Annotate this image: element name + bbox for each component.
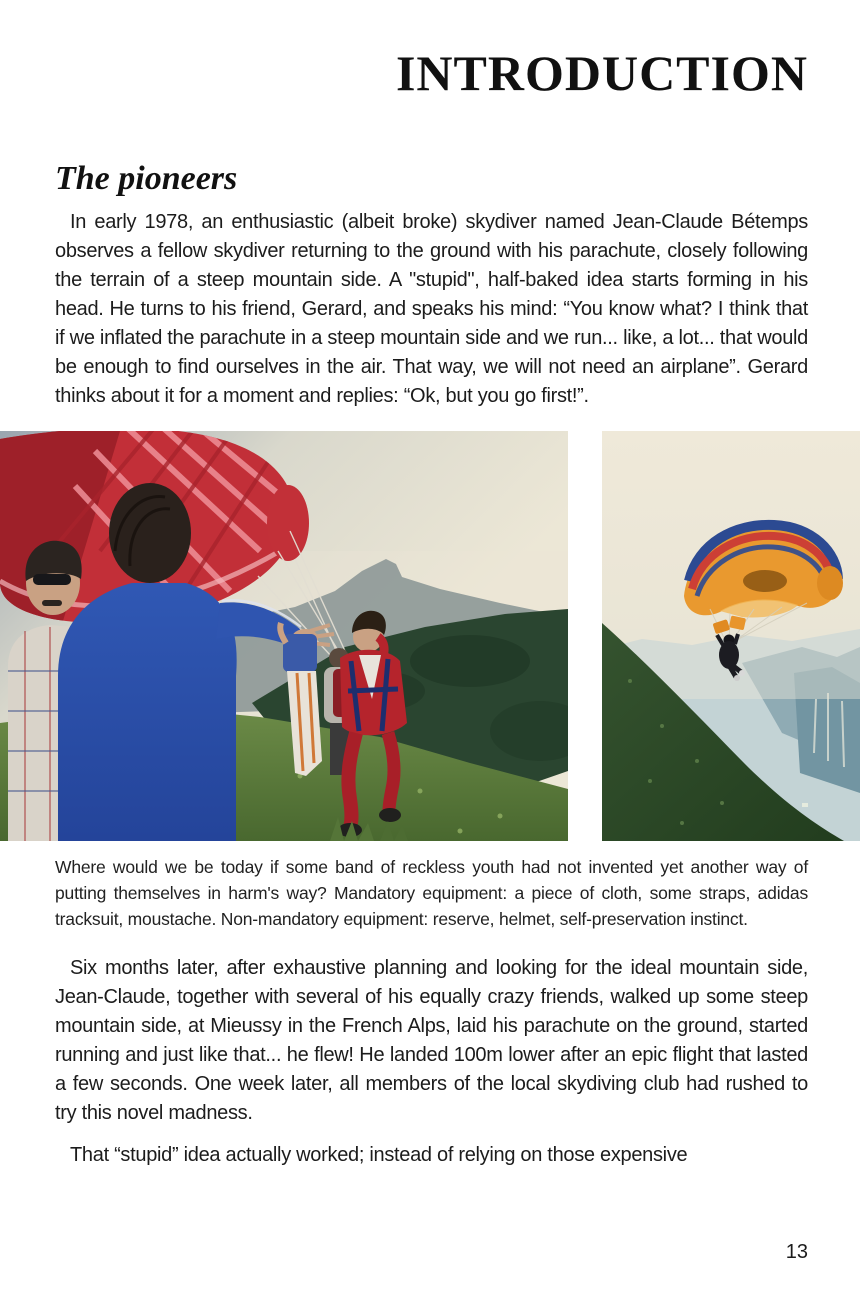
launch-photo — [0, 431, 568, 841]
intro-paragraph-3: That “stupid” idea actually worked; instead of relying on those expensive — [70, 1144, 688, 1166]
launch-photo-illustration — [0, 431, 568, 841]
photo-caption: Where would we be today if some band of reckless youth had not invented yet another way of putting themselves in harm's way? Mandatory equipment: a piece of cloth, some straps, adidas tracksuit, moustache. Non-mandatory equipment: reserve, helmet, self-preservation instinct. — [55, 857, 808, 929]
intro-paragraph-2: Six months later, after exhaustive planning and looking for the ideal mountain side, Jean-Claude, together with several of his equally crazy friends, walked up some steep mountain side, at Mieussy in the French Alps, laid his parachute on the ground, started running and just like that... he flew! He landed 100m lower after an epic flight that lasted a few seconds. One week later, all members of the local skydiving club had rushed to try this novel madness. — [55, 957, 808, 1124]
page-number: 13 — [785, 1241, 808, 1263]
intro-paragraph-1: In early 1978, an enthusiastic (albeit broke) skydiver named Jean-Claude Bétemps observes a fellow skydiver returning to the ground with his parachute, closely following the terrain of a steep mountain side. A "stupid", half-baked idea starts forming in his head. He turns to his friend, Gerard, and speaks his mind: “You know what? I think that if we inflated the parachute in a steep mountain side and we run... like, a lot... that would be enough to find ourselves in the air. That way, we will not need an airplane”. Gerard thinks about it for a moment and replies: “Ok, but you go first!”. — [55, 211, 808, 407]
flight-photo-illustration — [602, 431, 860, 841]
flight-photo — [602, 431, 860, 841]
section-heading: The pioneers — [55, 160, 238, 197]
page-title: INTRODUCTION — [395, 45, 808, 101]
figure-row — [0, 431, 860, 841]
